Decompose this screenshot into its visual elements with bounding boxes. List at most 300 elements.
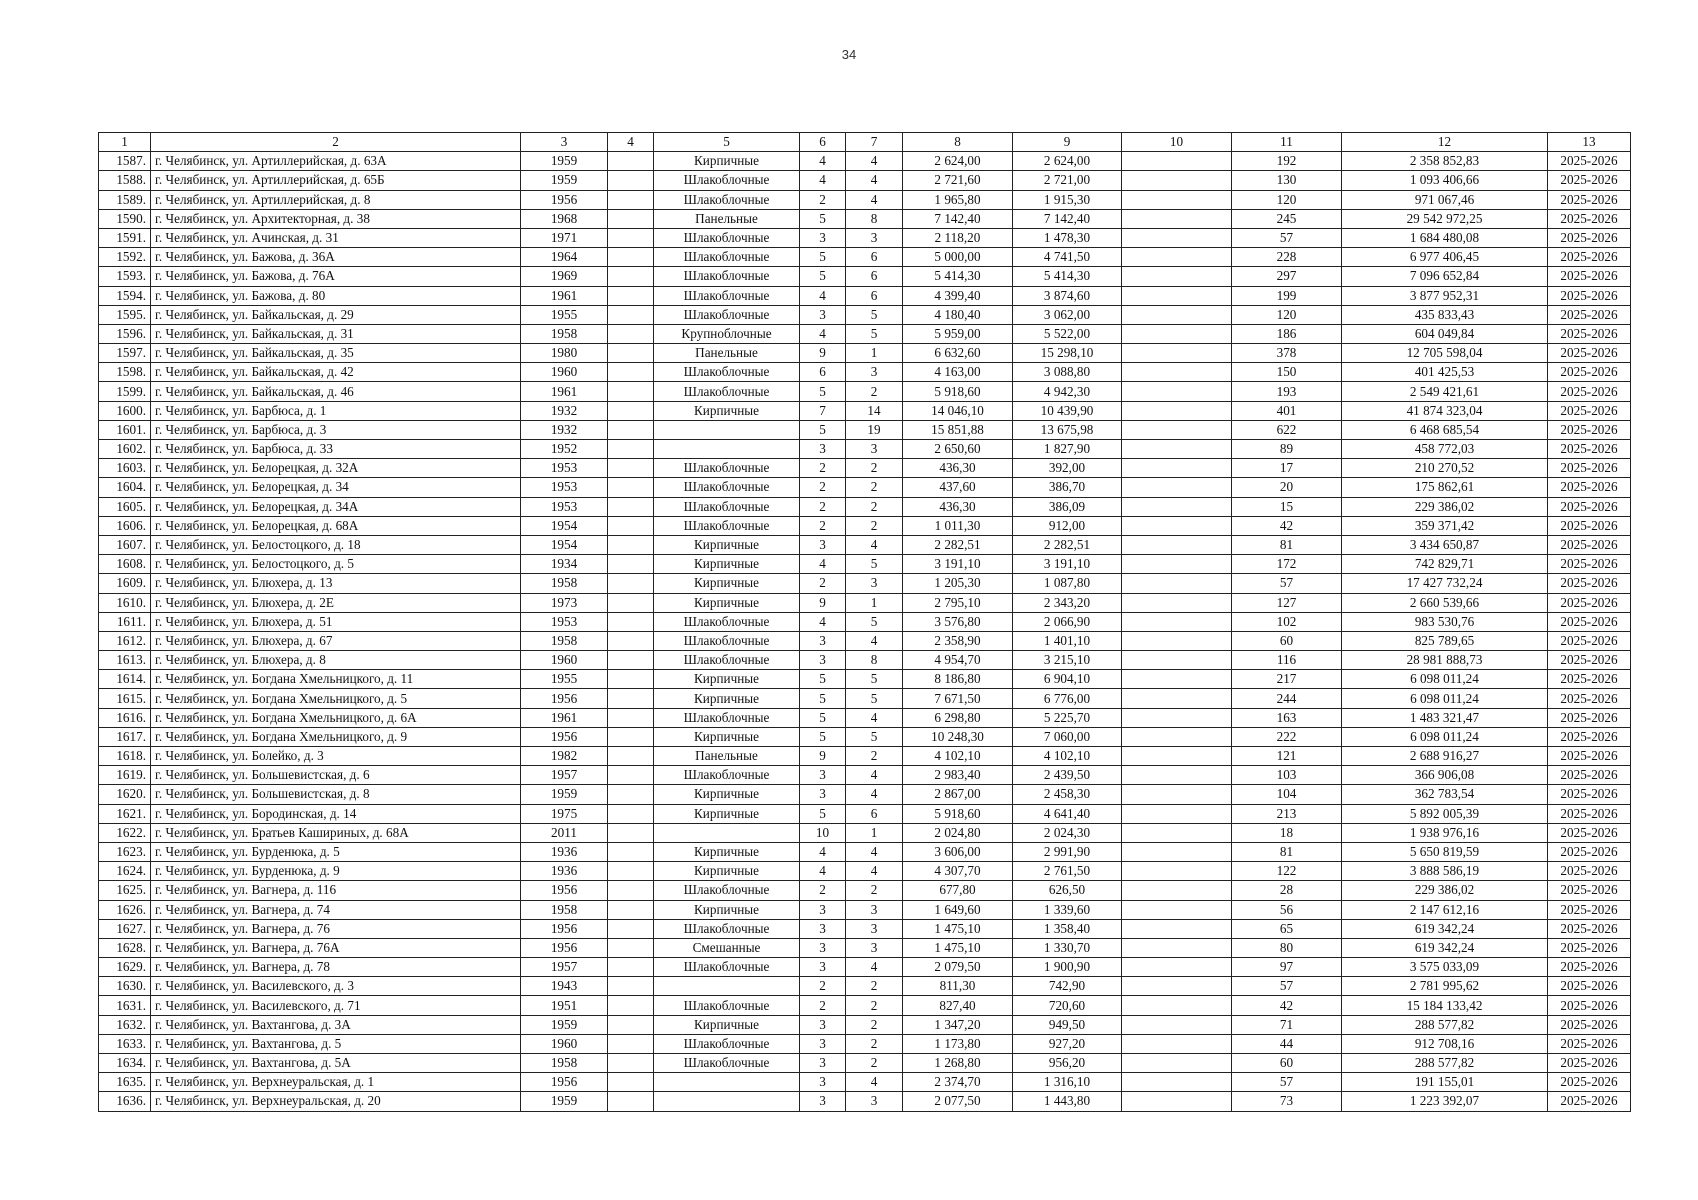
table-cell-col-13: 2025-2026	[1548, 209, 1631, 228]
table-cell-col-4	[608, 459, 654, 478]
table-cell-col-10	[1122, 516, 1232, 535]
table-cell-col-12: 28 981 888,73	[1342, 651, 1548, 670]
table-cell-col-3: 1961	[521, 286, 608, 305]
table-cell-col-13: 2025-2026	[1548, 286, 1631, 305]
table-cell-col-10	[1122, 612, 1232, 631]
table-cell-col-4	[608, 286, 654, 305]
table-cell-col-4	[608, 1015, 654, 1034]
table-cell-col-13: 2025-2026	[1548, 440, 1631, 459]
table-cell-col-12: 742 829,71	[1342, 555, 1548, 574]
table-cell-col-3: 1958	[521, 631, 608, 650]
table-row	[99, 152, 1631, 171]
table-cell-col-3: 2011	[521, 823, 608, 842]
table-cell-col-7: 4	[846, 862, 903, 881]
table-cell-col-12: 619 342,24	[1342, 919, 1548, 938]
table-cell-col-1: 1597.	[99, 344, 151, 363]
table-cell-col-11: 60	[1232, 631, 1342, 650]
column-header-7: 7	[846, 133, 903, 152]
table-cell-col-2: г. Челябинск, ул. Вахтангова, д. 5А	[151, 1054, 521, 1073]
table-cell-col-11: 81	[1232, 535, 1342, 554]
table-cell-col-4	[608, 209, 654, 228]
table-cell-col-5	[654, 1073, 800, 1092]
table-row	[99, 248, 1631, 267]
table-row	[99, 401, 1631, 420]
table-cell-col-7: 8	[846, 209, 903, 228]
table-cell-col-8: 1 965,80	[903, 190, 1013, 209]
table-cell-col-9: 13 675,98	[1013, 420, 1122, 439]
table-row	[99, 938, 1631, 957]
table-cell-col-1: 1623.	[99, 842, 151, 861]
table-cell-col-12: 12 705 598,04	[1342, 344, 1548, 363]
table-row	[99, 842, 1631, 861]
table-cell-col-7: 5	[846, 670, 903, 689]
table-cell-col-5: Кирпичные	[654, 555, 800, 574]
table-cell-col-9: 6 904,10	[1013, 670, 1122, 689]
table-cell-col-8: 5 959,00	[903, 324, 1013, 343]
table-cell-col-12: 1 483 321,47	[1342, 708, 1548, 727]
table-cell-col-3: 1943	[521, 977, 608, 996]
table-cell-col-11: 163	[1232, 708, 1342, 727]
table-row	[99, 958, 1631, 977]
table-cell-col-13: 2025-2026	[1548, 574, 1631, 593]
table-cell-col-6: 3	[800, 535, 846, 554]
table-cell-col-10	[1122, 382, 1232, 401]
table-cell-col-5: Панельные	[654, 344, 800, 363]
table-cell-col-3: 1982	[521, 747, 608, 766]
table-cell-col-7: 3	[846, 440, 903, 459]
table-cell-col-2: г. Челябинск, ул. Артиллерийская, д. 8	[151, 190, 521, 209]
table-cell-col-6: 3	[800, 1034, 846, 1053]
table-cell-col-10	[1122, 1054, 1232, 1073]
table-cell-col-1: 1604.	[99, 478, 151, 497]
table-cell-col-1: 1592.	[99, 248, 151, 267]
table-row	[99, 823, 1631, 842]
table-cell-col-2: г. Челябинск, ул. Вагнера, д. 78	[151, 958, 521, 977]
table-cell-col-9: 2 991,90	[1013, 842, 1122, 861]
table-cell-col-7: 6	[846, 286, 903, 305]
table-cell-col-6: 5	[800, 804, 846, 823]
table-cell-col-10	[1122, 324, 1232, 343]
table-cell-col-9: 1 330,70	[1013, 938, 1122, 957]
table-cell-col-5: Смешанные	[654, 938, 800, 957]
table-cell-col-5: Кирпичные	[654, 401, 800, 420]
table-cell-col-5: Шлакоблочные	[654, 1034, 800, 1053]
table-cell-col-10	[1122, 286, 1232, 305]
table-cell-col-10	[1122, 1034, 1232, 1053]
table-cell-col-1: 1619.	[99, 766, 151, 785]
table-cell-col-5: Кирпичные	[654, 535, 800, 554]
table-cell-col-9: 4 741,50	[1013, 248, 1122, 267]
table-cell-col-3: 1957	[521, 958, 608, 977]
table-cell-col-4	[608, 440, 654, 459]
table-cell-col-8: 4 399,40	[903, 286, 1013, 305]
table-cell-col-7: 4	[846, 842, 903, 861]
table-cell-col-6: 4	[800, 862, 846, 881]
table-cell-col-10	[1122, 823, 1232, 842]
table-cell-col-10	[1122, 209, 1232, 228]
table-cell-col-8: 5 918,60	[903, 382, 1013, 401]
table-cell-col-1: 1607.	[99, 535, 151, 554]
table-cell-col-12: 619 342,24	[1342, 938, 1548, 957]
table-cell-col-3: 1956	[521, 919, 608, 938]
table-row	[99, 977, 1631, 996]
table-cell-col-12: 6 977 406,45	[1342, 248, 1548, 267]
table-cell-col-6: 5	[800, 209, 846, 228]
table-cell-col-3: 1959	[521, 171, 608, 190]
table-cell-col-12: 6 098 011,24	[1342, 727, 1548, 746]
table-cell-col-4	[608, 344, 654, 363]
table-cell-col-10	[1122, 708, 1232, 727]
table-cell-col-2: г. Челябинск, ул. Байкальская, д. 46	[151, 382, 521, 401]
table-cell-col-1: 1613.	[99, 651, 151, 670]
table-cell-col-9: 742,90	[1013, 977, 1122, 996]
table-cell-col-7: 4	[846, 152, 903, 171]
table-cell-col-13: 2025-2026	[1548, 689, 1631, 708]
table-cell-col-12: 3 877 952,31	[1342, 286, 1548, 305]
table-cell-col-3: 1961	[521, 708, 608, 727]
table-cell-col-11: 186	[1232, 324, 1342, 343]
table-cell-col-6: 9	[800, 593, 846, 612]
table-cell-col-11: 57	[1232, 977, 1342, 996]
table-cell-col-12: 6 098 011,24	[1342, 689, 1548, 708]
table-cell-col-13: 2025-2026	[1548, 842, 1631, 861]
table-cell-col-1: 1630.	[99, 977, 151, 996]
table-cell-col-10	[1122, 171, 1232, 190]
table-cell-col-2: г. Челябинск, ул. Белостоцкого, д. 5	[151, 555, 521, 574]
table-cell-col-4	[608, 708, 654, 727]
table-cell-col-10	[1122, 555, 1232, 574]
table-cell-col-6: 2	[800, 459, 846, 478]
table-cell-col-1: 1598.	[99, 363, 151, 382]
table-cell-col-6: 5	[800, 382, 846, 401]
column-header-11: 11	[1232, 133, 1342, 152]
table-cell-col-4	[608, 305, 654, 324]
table-cell-col-8: 6 298,80	[903, 708, 1013, 727]
table-cell-col-7: 3	[846, 228, 903, 247]
table-cell-col-9: 10 439,90	[1013, 401, 1122, 420]
table-cell-col-7: 1	[846, 344, 903, 363]
table-cell-col-1: 1616.	[99, 708, 151, 727]
table-cell-col-8: 1 475,10	[903, 919, 1013, 938]
table-cell-col-7: 4	[846, 958, 903, 977]
table-cell-col-8: 4 954,70	[903, 651, 1013, 670]
table-cell-col-6: 5	[800, 727, 846, 746]
table-cell-col-11: 172	[1232, 555, 1342, 574]
table-cell-col-4	[608, 190, 654, 209]
table-cell-col-11: 122	[1232, 862, 1342, 881]
table-cell-col-11: 60	[1232, 1054, 1342, 1073]
table-cell-col-2: г. Челябинск, ул. Блюхера, д. 13	[151, 574, 521, 593]
table-cell-col-7: 6	[846, 248, 903, 267]
table-row	[99, 324, 1631, 343]
table-cell-col-6: 5	[800, 708, 846, 727]
table-cell-col-6: 4	[800, 555, 846, 574]
table-cell-col-5	[654, 1092, 800, 1111]
table-cell-col-9: 1 900,90	[1013, 958, 1122, 977]
table-cell-col-13: 2025-2026	[1548, 1073, 1631, 1092]
table-cell-col-11: 244	[1232, 689, 1342, 708]
table-cell-col-9: 1 443,80	[1013, 1092, 1122, 1111]
table-cell-col-3: 1956	[521, 727, 608, 746]
table-cell-col-6: 2	[800, 977, 846, 996]
table-cell-col-7: 3	[846, 919, 903, 938]
table-cell-col-7: 6	[846, 804, 903, 823]
table-cell-col-7: 4	[846, 631, 903, 650]
table-cell-col-2: г. Челябинск, ул. Вагнера, д. 74	[151, 900, 521, 919]
table-row	[99, 478, 1631, 497]
table-cell-col-12: 458 772,03	[1342, 440, 1548, 459]
table-cell-col-13: 2025-2026	[1548, 555, 1631, 574]
page-number: 34	[841, 47, 857, 62]
table-cell-col-9: 927,20	[1013, 1034, 1122, 1053]
table-cell-col-13: 2025-2026	[1548, 938, 1631, 957]
table-cell-col-10	[1122, 401, 1232, 420]
table-cell-col-7: 5	[846, 555, 903, 574]
table-cell-col-10	[1122, 574, 1232, 593]
table-cell-col-2: г. Челябинск, ул. Белорецкая, д. 34А	[151, 497, 521, 516]
table-cell-col-4	[608, 1092, 654, 1111]
table-cell-col-4	[608, 958, 654, 977]
table-cell-col-1: 1609.	[99, 574, 151, 593]
table-cell-col-1: 1591.	[99, 228, 151, 247]
table-cell-col-3: 1958	[521, 900, 608, 919]
table-cell-col-2: г. Челябинск, ул. Богдана Хмельницкого, д. 6А	[151, 708, 521, 727]
table-cell-col-11: 17	[1232, 459, 1342, 478]
table-cell-col-9: 6 776,00	[1013, 689, 1122, 708]
table-cell-col-4	[608, 593, 654, 612]
table-row	[99, 727, 1631, 746]
table-cell-col-3: 1971	[521, 228, 608, 247]
table-row	[99, 881, 1631, 900]
table-cell-col-9: 2 066,90	[1013, 612, 1122, 631]
table-cell-col-13: 2025-2026	[1548, 401, 1631, 420]
table-cell-col-12: 229 386,02	[1342, 497, 1548, 516]
table-cell-col-11: 120	[1232, 190, 1342, 209]
table-cell-col-5: Шлакоблочные	[654, 708, 800, 727]
table-cell-col-5: Кирпичные	[654, 1015, 800, 1034]
table-cell-col-8: 437,60	[903, 478, 1013, 497]
table-cell-col-6: 4	[800, 324, 846, 343]
table-cell-col-2: г. Челябинск, ул. Василевского, д. 3	[151, 977, 521, 996]
table-cell-col-1: 1596.	[99, 324, 151, 343]
table-cell-col-3: 1960	[521, 1034, 608, 1053]
table-cell-col-10	[1122, 842, 1232, 861]
table-cell-col-5	[654, 420, 800, 439]
table-cell-col-6: 10	[800, 823, 846, 842]
table-cell-col-6: 3	[800, 900, 846, 919]
table-cell-col-2: г. Челябинск, ул. Верхнеуральская, д. 1	[151, 1073, 521, 1092]
table-cell-col-7: 5	[846, 305, 903, 324]
table-cell-col-12: 288 577,82	[1342, 1054, 1548, 1073]
table-row	[99, 1054, 1631, 1073]
table-cell-col-1: 1624.	[99, 862, 151, 881]
table-cell-col-1: 1601.	[99, 420, 151, 439]
table-cell-col-8: 2 721,60	[903, 171, 1013, 190]
table-cell-col-3: 1956	[521, 881, 608, 900]
table-cell-col-6: 3	[800, 785, 846, 804]
column-header-10: 10	[1122, 133, 1232, 152]
table-cell-col-9: 2 282,51	[1013, 535, 1122, 554]
table-cell-col-5: Шлакоблочные	[654, 171, 800, 190]
table-cell-col-3: 1932	[521, 420, 608, 439]
table-cell-col-8: 3 191,10	[903, 555, 1013, 574]
table-cell-col-8: 14 046,10	[903, 401, 1013, 420]
table-cell-col-1: 1635.	[99, 1073, 151, 1092]
table-cell-col-1: 1611.	[99, 612, 151, 631]
table-cell-col-3: 1956	[521, 1073, 608, 1092]
table-cell-col-3: 1969	[521, 267, 608, 286]
table-cell-col-9: 392,00	[1013, 459, 1122, 478]
table-cell-col-8: 2 024,80	[903, 823, 1013, 842]
table-row	[99, 689, 1631, 708]
table-cell-col-3: 1955	[521, 670, 608, 689]
table-cell-col-13: 2025-2026	[1548, 324, 1631, 343]
table-cell-col-7: 4	[846, 535, 903, 554]
table-cell-col-13: 2025-2026	[1548, 228, 1631, 247]
table-cell-col-9: 2 761,50	[1013, 862, 1122, 881]
table-cell-col-10	[1122, 267, 1232, 286]
table-cell-col-10	[1122, 938, 1232, 957]
table-cell-col-10	[1122, 497, 1232, 516]
table-row	[99, 497, 1631, 516]
table-cell-col-9: 720,60	[1013, 996, 1122, 1015]
table-cell-col-2: г. Челябинск, ул. Бурденюка, д. 5	[151, 842, 521, 861]
table-cell-col-6: 9	[800, 344, 846, 363]
table-cell-col-13: 2025-2026	[1548, 267, 1631, 286]
table-cell-col-13: 2025-2026	[1548, 478, 1631, 497]
table-cell-col-1: 1631.	[99, 996, 151, 1015]
table-cell-col-11: 102	[1232, 612, 1342, 631]
table-cell-col-2: г. Челябинск, ул. Вагнера, д. 116	[151, 881, 521, 900]
table-cell-col-1: 1622.	[99, 823, 151, 842]
table-cell-col-8: 5 000,00	[903, 248, 1013, 267]
table-cell-col-7: 2	[846, 1015, 903, 1034]
column-header-6: 6	[800, 133, 846, 152]
table-cell-col-8: 436,30	[903, 459, 1013, 478]
table-cell-col-5: Кирпичные	[654, 727, 800, 746]
table-cell-col-6: 3	[800, 766, 846, 785]
table-cell-col-5: Шлакоблочные	[654, 958, 800, 977]
table-cell-col-11: 28	[1232, 881, 1342, 900]
table-cell-col-6: 3	[800, 919, 846, 938]
column-header-5: 5	[654, 133, 800, 152]
table-cell-col-2: г. Челябинск, ул. Байкальская, д. 31	[151, 324, 521, 343]
table-cell-col-9: 1 339,60	[1013, 900, 1122, 919]
table-cell-col-10	[1122, 881, 1232, 900]
table-cell-col-10	[1122, 248, 1232, 267]
table-cell-col-11: 18	[1232, 823, 1342, 842]
table-cell-col-10	[1122, 900, 1232, 919]
table-row	[99, 996, 1631, 1015]
table-row	[99, 574, 1631, 593]
table-cell-col-12: 17 427 732,24	[1342, 574, 1548, 593]
table-cell-col-12: 1 938 976,16	[1342, 823, 1548, 842]
table-cell-col-11: 42	[1232, 516, 1342, 535]
table-cell-col-4	[608, 670, 654, 689]
table-cell-col-13: 2025-2026	[1548, 823, 1631, 842]
table-row	[99, 228, 1631, 247]
table-cell-col-3: 1956	[521, 689, 608, 708]
table-cell-col-13: 2025-2026	[1548, 919, 1631, 938]
table-cell-col-2: г. Челябинск, ул. Ачинская, д. 31	[151, 228, 521, 247]
table-cell-col-3: 1975	[521, 804, 608, 823]
table-cell-col-4	[608, 689, 654, 708]
column-header-3: 3	[521, 133, 608, 152]
table-cell-col-4	[608, 727, 654, 746]
table-cell-col-11: 15	[1232, 497, 1342, 516]
table-cell-col-11: 217	[1232, 670, 1342, 689]
table-cell-col-13: 2025-2026	[1548, 900, 1631, 919]
table-row	[99, 1034, 1631, 1053]
table-cell-col-4	[608, 420, 654, 439]
table-cell-col-8: 1 347,20	[903, 1015, 1013, 1034]
table-cell-col-7: 4	[846, 171, 903, 190]
table-cell-col-13: 2025-2026	[1548, 1054, 1631, 1073]
table-cell-col-5: Шлакоблочные	[654, 248, 800, 267]
table-cell-col-10	[1122, 363, 1232, 382]
table-cell-col-13: 2025-2026	[1548, 785, 1631, 804]
table-cell-col-10	[1122, 747, 1232, 766]
table-cell-col-9: 7 060,00	[1013, 727, 1122, 746]
table-cell-col-10	[1122, 977, 1232, 996]
table-cell-col-9: 2 439,50	[1013, 766, 1122, 785]
table-cell-col-12: 435 833,43	[1342, 305, 1548, 324]
table-cell-col-3: 1960	[521, 651, 608, 670]
table-cell-col-2: г. Челябинск, ул. Блюхера, д. 51	[151, 612, 521, 631]
table-cell-col-12: 175 862,61	[1342, 478, 1548, 497]
table-row	[99, 555, 1631, 574]
table-cell-col-12: 229 386,02	[1342, 881, 1548, 900]
table-cell-col-6: 9	[800, 747, 846, 766]
table-cell-col-8: 2 867,00	[903, 785, 1013, 804]
table-cell-col-6: 2	[800, 190, 846, 209]
table-cell-col-4	[608, 248, 654, 267]
table-cell-col-11: 120	[1232, 305, 1342, 324]
table-cell-col-13: 2025-2026	[1548, 420, 1631, 439]
table-cell-col-7: 2	[846, 881, 903, 900]
table-cell-col-9: 1 087,80	[1013, 574, 1122, 593]
table-cell-col-4	[608, 401, 654, 420]
table-cell-col-5: Шлакоблочные	[654, 363, 800, 382]
table-cell-col-3: 1951	[521, 996, 608, 1015]
table-cell-col-13: 2025-2026	[1548, 363, 1631, 382]
table-cell-col-12: 2 358 852,83	[1342, 152, 1548, 171]
table-cell-col-7: 3	[846, 363, 903, 382]
table-cell-col-8: 811,30	[903, 977, 1013, 996]
table-cell-col-8: 15 851,88	[903, 420, 1013, 439]
table-cell-col-11: 622	[1232, 420, 1342, 439]
table-cell-col-13: 2025-2026	[1548, 612, 1631, 631]
table-cell-col-8: 2 077,50	[903, 1092, 1013, 1111]
table-cell-col-5: Шлакоблочные	[654, 497, 800, 516]
table-cell-col-5: Панельные	[654, 209, 800, 228]
table-cell-col-9: 386,70	[1013, 478, 1122, 497]
table-cell-col-12: 825 789,65	[1342, 631, 1548, 650]
table-cell-col-13: 2025-2026	[1548, 535, 1631, 554]
table-cell-col-3: 1961	[521, 382, 608, 401]
table-cell-col-7: 2	[846, 478, 903, 497]
table-cell-col-12: 2 781 995,62	[1342, 977, 1548, 996]
table-cell-col-8: 4 307,70	[903, 862, 1013, 881]
table-cell-col-3: 1953	[521, 478, 608, 497]
table-cell-col-7: 2	[846, 516, 903, 535]
table-cell-col-4	[608, 651, 654, 670]
table-cell-col-13: 2025-2026	[1548, 977, 1631, 996]
table-cell-col-1: 1606.	[99, 516, 151, 535]
table-cell-col-7: 3	[846, 900, 903, 919]
table-cell-col-3: 1954	[521, 535, 608, 554]
table-cell-col-7: 2	[846, 459, 903, 478]
